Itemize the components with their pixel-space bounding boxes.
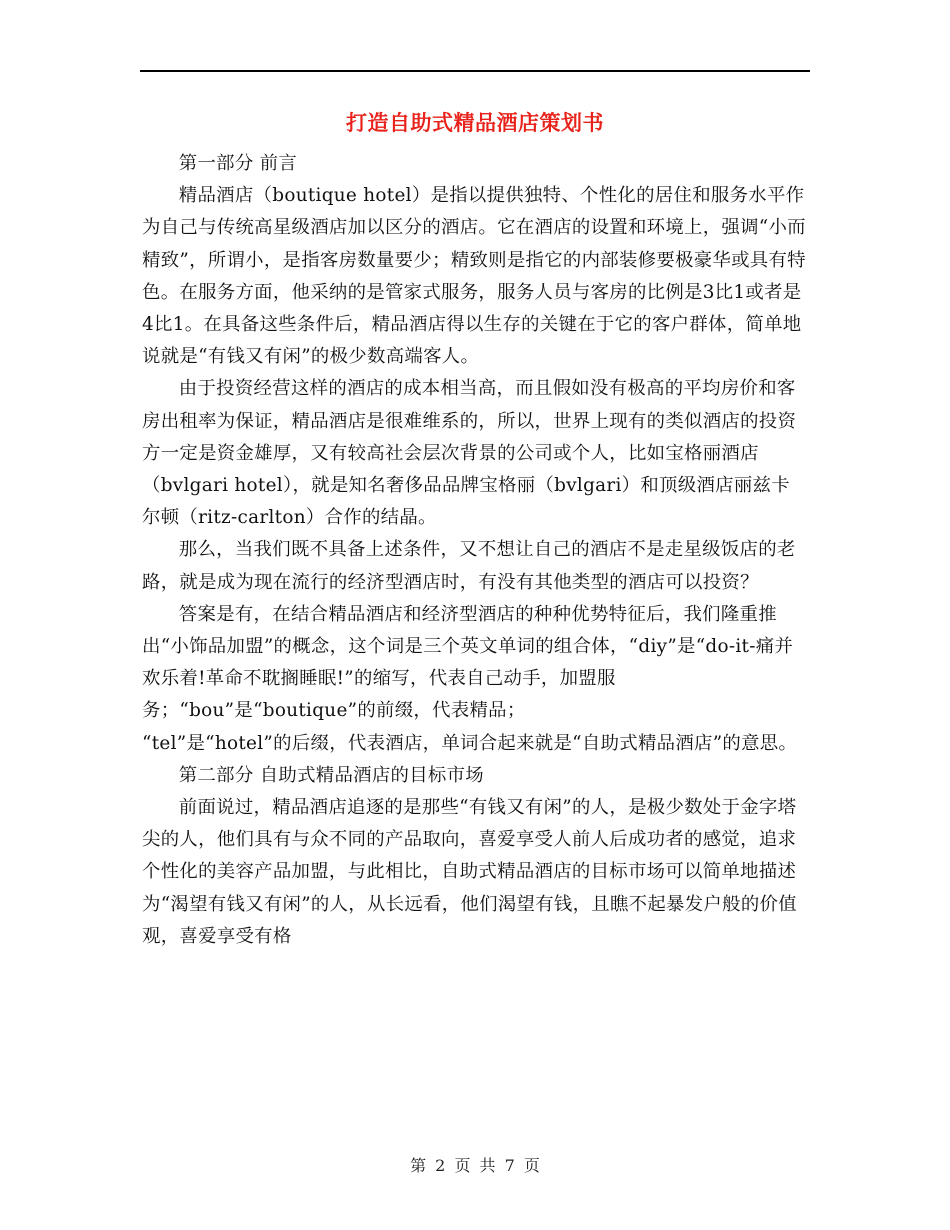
paragraph-continuation: “tel”是“hotel”的后缀，代表酒店，单词合起来就是“自助式精品酒店”的意思。 — [142, 732, 798, 754]
paragraph: 精品酒店（boutique hotel）是指以提供独特、个性化的居住和服务水平作为自己与传统高星级酒店加以区分的酒店。它在酒店的设置和环境上，强调“小而精致”，所谓小，是指客房数量要少；精致则是指它的内部装修要极豪华或具有特色。在服务方面，他采纳的是管家式服务，服务人员与客房的比例是3比1或者是4比1。在具备这些条件后，精品酒店得以生存的关键在于它的客户群体，简单地说就是“有钱又有闲”的极少数高端客人。 — [142, 185, 806, 368]
paragraph: 由于投资经营这样的酒店的成本相当高，而且假如没有极高的平均房价和客房出租率为保证，精品酒店是很难维系的，所以，世界上现有的类似酒店的投资方一定是资金雄厚，又有较高社会层次背景的公司或个人，比如宝格丽酒店（bvlgari hotel），就是知名奢侈品品牌宝格丽（bvlgari）和顶级酒店丽兹卡尔顿（ritz-carlton）合作的结晶。 — [142, 378, 797, 529]
section-heading-target-market: 第二部分 自助式精品酒店的目标市场 — [178, 764, 484, 786]
document-body — [142, 148, 806, 953]
paragraph: 前面说过，精品酒店追逐的是那些“有钱又有闲”的人，是极少数处于金字塔尖的人，他们具有与众不同的产品取向，喜爱享受人前人后成功者的感觉，追求个性化的美容产品加盟，与此相比，自助式精品酒店的目标市场可以简单地描述为“渴望有钱又有闲”的人，从长远看，他们渴望有钱，且瞧不起暴发户般的价值观，喜爱享受有格 — [142, 797, 797, 947]
page-footer: 第 2 页 共 7 页 — [410, 1156, 540, 1175]
section-heading-preface: 第一部分 前言 — [178, 153, 298, 174]
paragraph: 那么，当我们既不具备上述条件，又不想让自己的酒店不是走星级饭店的老路，就是成为现在流行的经济型酒店时，有没有其他类型的酒店可以投资？ — [142, 539, 796, 593]
header-rule — [140, 70, 810, 72]
paragraph: 答案是有，在结合精品酒店和经济型酒店的种种优势特征后，我们隆重推出“小饰品加盟”的概念，这个词是三个英文单词的组合体，“diy”是“do-it-痛并欢乐着!革命不耽搁睡眠!”的缩写，代表自己动手，加盟服务；“bou”是“boutique”的前缀，代表精品； — [142, 603, 794, 722]
document-title: 打造自助式精品酒店策划书 — [346, 110, 604, 135]
